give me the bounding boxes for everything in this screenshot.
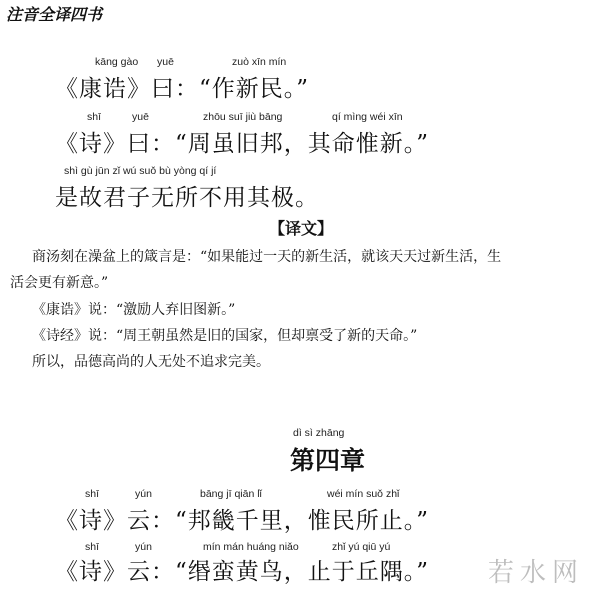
book-header: 注音全译四书	[6, 5, 103, 24]
verse-line: 《诗》云：“邦畿千里，惟民所止。”	[55, 508, 430, 534]
site-watermark: 若水网	[488, 558, 585, 588]
pinyin: bāng jī qiān lǐ	[200, 488, 262, 500]
translation-line: 所以，品德高尚的人无处不追求完美。	[32, 354, 270, 370]
verse-line: 《诗》曰：“周虽旧邦，其命惟新。”	[55, 131, 430, 157]
pinyin: zuò xīn mín	[232, 56, 287, 68]
pinyin: shī	[85, 541, 100, 553]
pinyin: qí mìng wéi xīn	[332, 111, 403, 123]
pinyin: yuē	[157, 56, 174, 68]
translation-line: 《诗经》说：“周王朝虽然是旧的国家，但却禀受了新的天命。”	[32, 328, 418, 344]
pinyin: kāng gào	[95, 56, 139, 68]
pinyin: zhōu suī jiù bāng	[203, 111, 283, 123]
translation-line: 活会更有新意。”	[10, 275, 109, 291]
pinyin: zhǐ yú qiū yú	[332, 541, 391, 553]
pinyin: shī	[85, 488, 100, 500]
translation-title: 【译文】	[269, 219, 334, 238]
translation-line: 商汤刻在澡盆上的箴言是：“如果能过一天的新生活，就该天天过新生活，生	[32, 249, 502, 265]
verse-line: 《康诰》曰：“作新民。”	[55, 76, 310, 102]
pinyin: wéi mín suǒ zhǐ	[327, 488, 400, 500]
chapter-pinyin: dì sì zhāng	[293, 427, 345, 439]
pinyin: mín mán huáng niǎo	[203, 541, 299, 553]
pinyin: shī	[87, 111, 102, 123]
pinyin: shì gù jūn zǐ wú suǒ bù yòng qí jí	[64, 165, 217, 177]
pinyin: yuē	[132, 111, 149, 123]
pinyin: yún	[135, 488, 152, 500]
pinyin: yún	[135, 541, 152, 553]
chapter-title: 第四章	[290, 446, 366, 475]
verse-line: 是故君子无所不用其极。	[55, 185, 319, 211]
verse-line: 《诗》云：“缗蛮黄鸟，止于丘隅。”	[55, 559, 430, 585]
translation-line: 《康诰》说：“激励人弃旧图新。”	[32, 302, 236, 318]
